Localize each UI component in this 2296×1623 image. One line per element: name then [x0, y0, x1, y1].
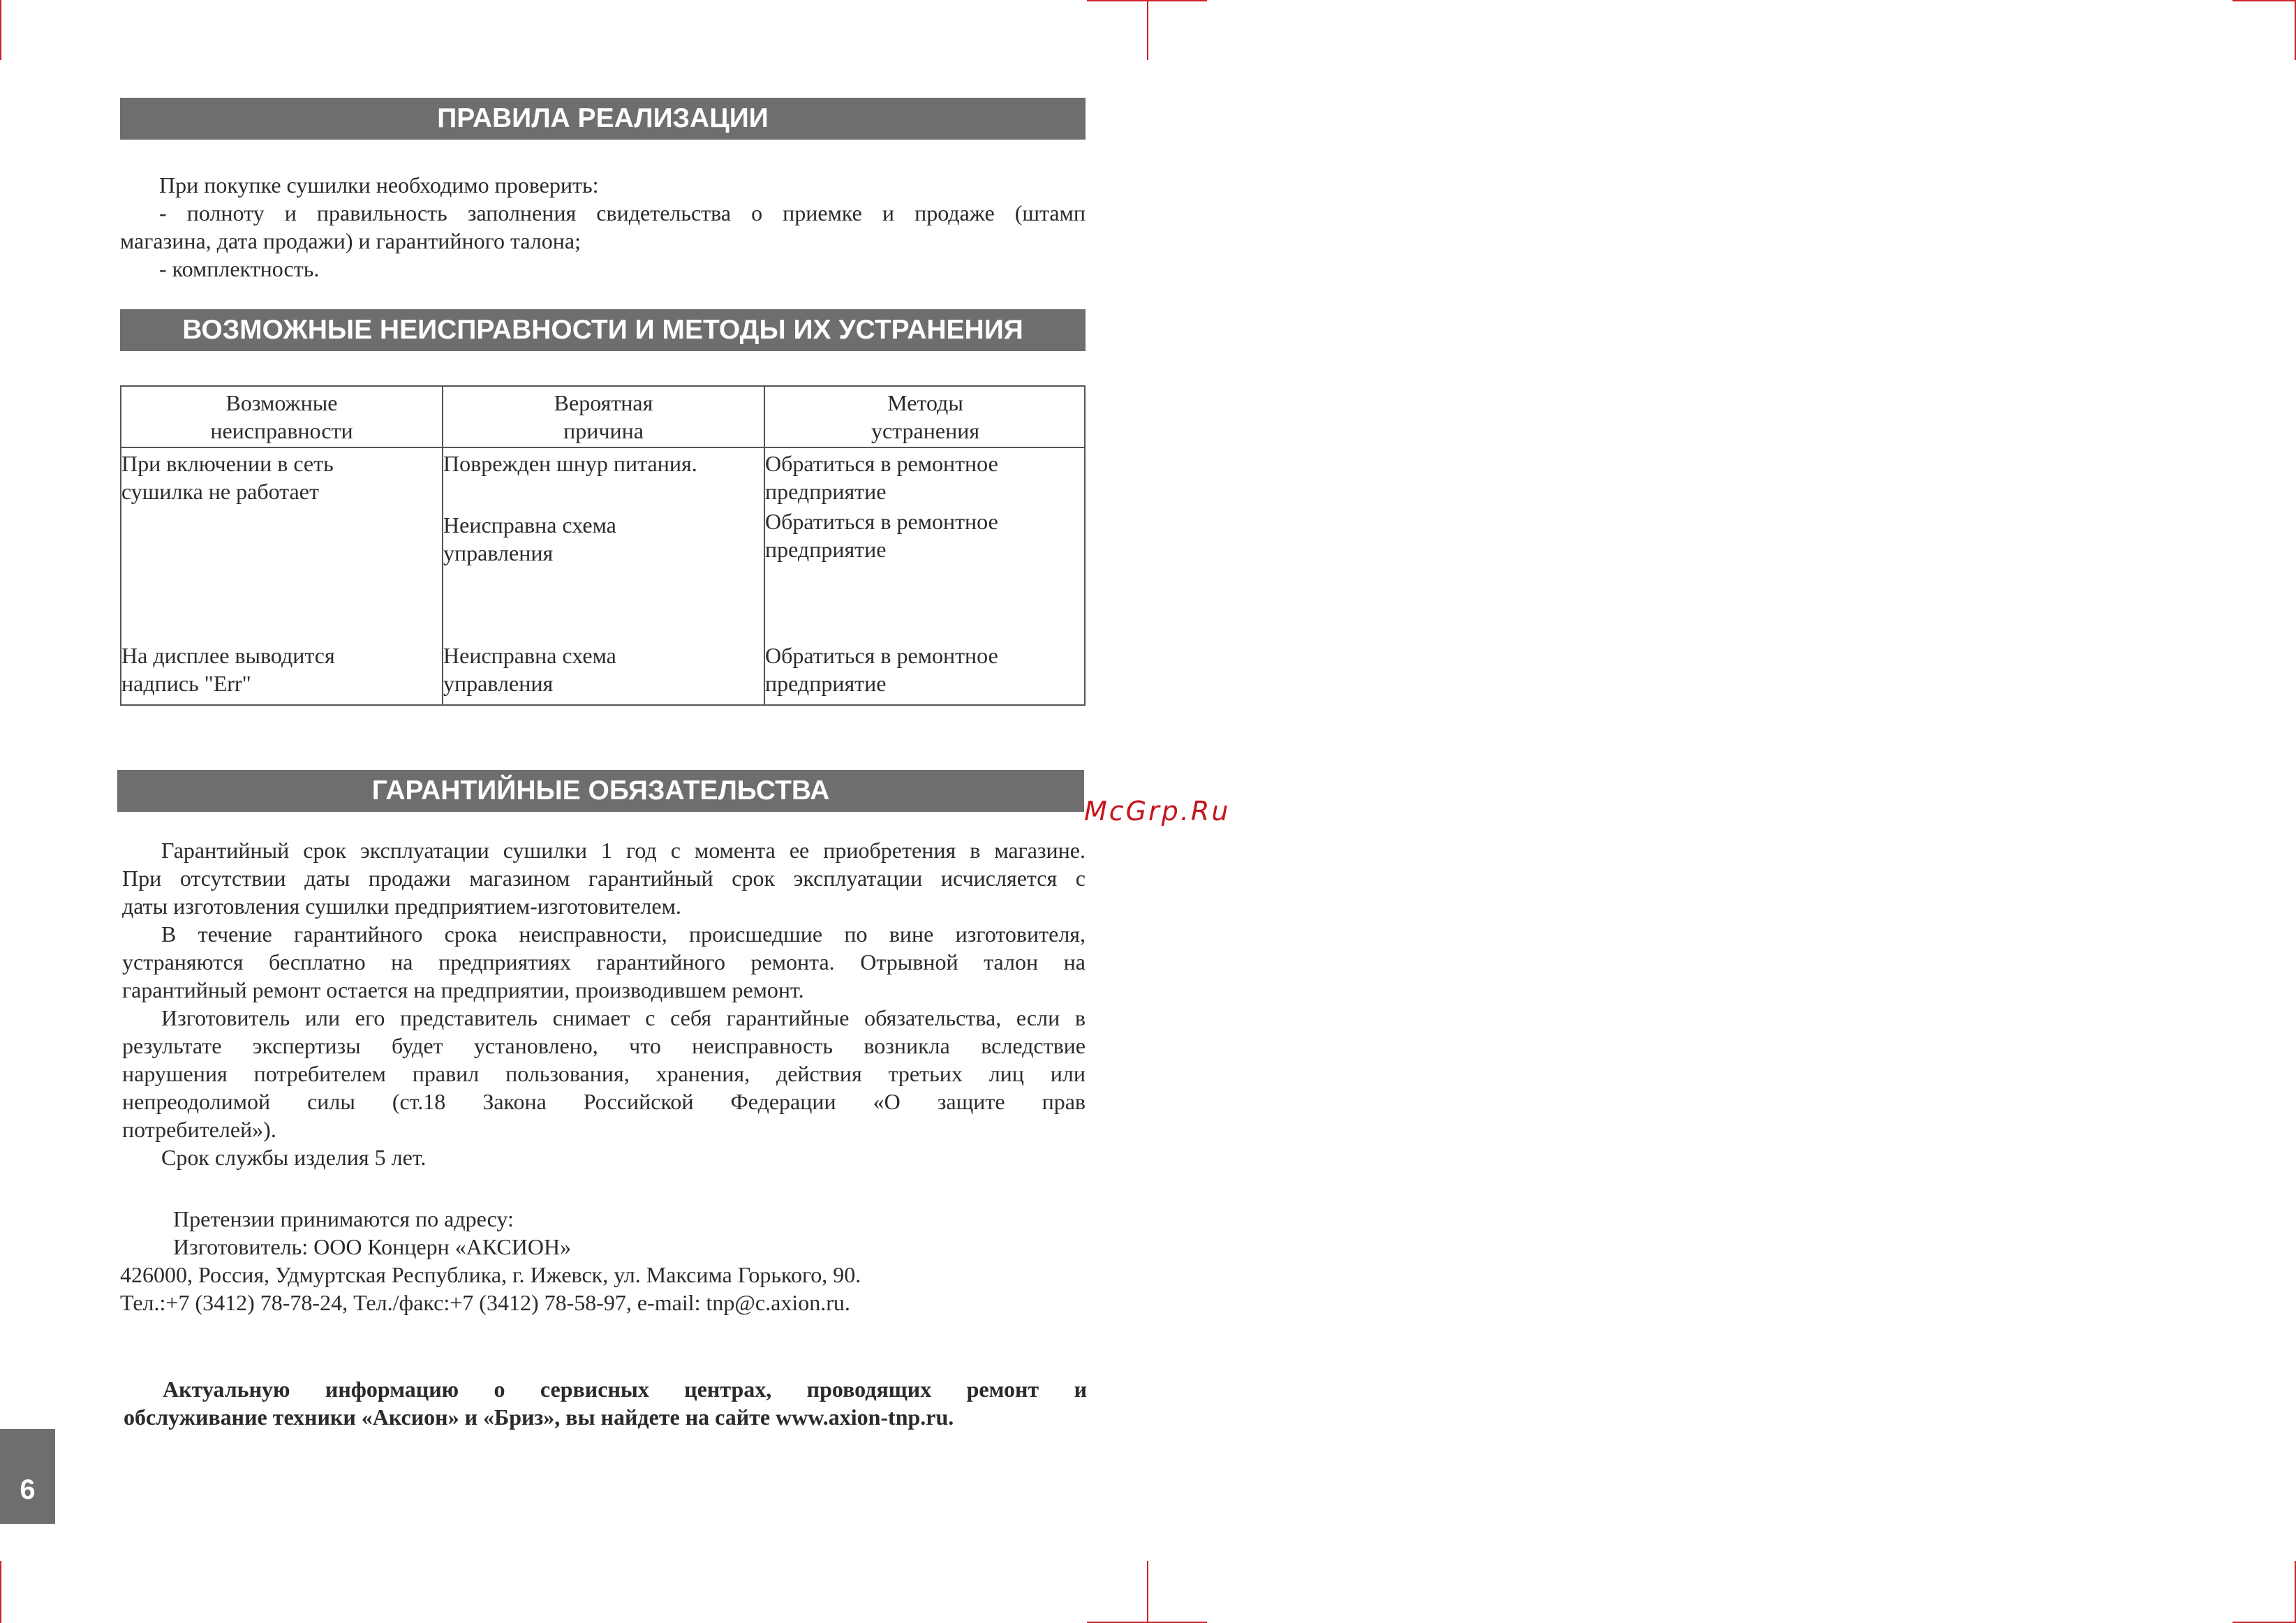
section-title-faults: ВОЗМОЖНЫЕ НЕИСПРАВНОСТИ И МЕТОДЫ ИХ УСТРАНЕНИЯ — [120, 309, 1086, 351]
cell-line: управления — [443, 671, 554, 696]
crop-mark-top-horizontal-center — [1087, 0, 1207, 1]
sale-rules-line: - полноту и правильность заполнения свидетельства о приемке и продаже (штамп — [159, 200, 1086, 225]
crop-mark-bottom-left — [0, 1561, 1, 1623]
crop-mark-top-left — [0, 0, 1, 60]
warranty-line: потребителей»). — [122, 1117, 276, 1142]
warranty-line: Срок службы изделия 5 лет. — [161, 1145, 427, 1170]
sale-rules-line: магазина, дата продажи) и гарантийного талона; — [120, 228, 581, 253]
crop-mark-top-horizontal-right — [2232, 0, 2296, 1]
crop-mark-top-center — [1147, 0, 1148, 60]
table-cell-method — [765, 450, 1083, 505]
table-cell-fault — [121, 642, 439, 697]
table-header-methods — [765, 389, 1086, 445]
header-line: Вероятная — [554, 390, 653, 415]
service-info — [124, 1375, 1087, 1431]
claims-address — [120, 1205, 1090, 1317]
header-line: устранения — [871, 418, 980, 443]
header-line: причина — [563, 418, 644, 443]
claims-line: Претензии принимаются по адресу: — [173, 1206, 514, 1231]
cell-line: Обратиться в ремонтное — [765, 451, 998, 476]
cell-line: Неисправна схема — [443, 643, 616, 668]
cell-line: На дисплее выводится — [121, 643, 335, 668]
table-cell-method — [765, 507, 1083, 563]
cell-line: сушилка не работает — [121, 479, 319, 504]
cell-line: При включении в сеть — [121, 451, 334, 476]
cell-line: предприятие — [765, 479, 887, 504]
warranty-line: устраняются бесплатно на предприятиях гарантийного ремонта. Отрывной талон на — [122, 949, 1086, 974]
cell-line: Обратиться в ремонтное — [765, 643, 998, 668]
cell-line: предприятие — [765, 537, 887, 562]
page-number: 6 — [20, 1474, 36, 1505]
table-header-divider — [121, 447, 1084, 448]
claims-line: 426000, Россия, Удмуртская Республика, г. Ижевск, ул. Максима Горького, 90. — [120, 1262, 861, 1287]
sale-rules-line: При покупке сушилки необходимо проверить: — [159, 172, 599, 198]
table-cell-cause — [443, 642, 761, 697]
warranty-line: Гарантийный срок эксплуатации сушилки 1 год с момента ее приобретения в магазине. — [161, 838, 1086, 863]
claims-line: Тел.:+7 (3412) 78-78-24, Тел./факс:+7 (3412) 78-58-97, e-mail: tnp@c.axion.ru. — [120, 1290, 850, 1315]
service-info-line: обслуживание техники «Аксион» и «Бриз», вы найдете на сайте www.axion-tnp.ru. — [124, 1405, 954, 1430]
table-header-cause — [443, 389, 764, 445]
cell-line: Обратиться в ремонтное — [765, 509, 998, 534]
cell-line: предприятие — [765, 671, 887, 696]
section-title-warranty: ГАРАНТИЙНЫЕ ОБЯЗАТЕЛЬСТВА — [117, 770, 1084, 812]
cell-line: управления — [443, 540, 554, 565]
sale-rules-text — [120, 171, 1086, 283]
section-title-sale-rules: ПРАВИЛА РЕАЛИЗАЦИИ — [120, 98, 1086, 140]
watermark-logo: McGrp.Ru — [1084, 796, 1231, 827]
header-line: неисправности — [210, 418, 353, 443]
table-cell-cause: Поврежден шнур питания. — [443, 451, 697, 476]
warranty-line: даты изготовления сушилки предприятием-изготовителем. — [122, 894, 681, 919]
warranty-line: результате экспертизы будет установлено, что неисправность возникла вследствие — [122, 1033, 1086, 1058]
cell-line: Неисправна схема — [443, 512, 616, 538]
header-line: Возможные — [225, 390, 338, 415]
warranty-line: гарантийный ремонт остается на предприятии, производившем ремонт. — [122, 977, 804, 1002]
warranty-text — [122, 836, 1086, 1171]
table-cell-fault — [121, 450, 439, 505]
service-info-line: Актуальную информацию о сервисных центрах, проводящих ремонт и — [163, 1377, 1087, 1402]
faults-table — [120, 385, 1086, 706]
warranty-line: нарушения потребителем правил пользования, хранения, действия третьих лиц или — [122, 1061, 1086, 1086]
table-cell-method — [765, 642, 1083, 697]
warranty-line: Изготовитель или его представитель снимает с себя гарантийные обязательства, если в — [161, 1005, 1086, 1030]
warranty-line: При отсутствии даты продажи магазином гарантийный срок эксплуатации исчисляется с — [122, 866, 1086, 891]
cell-line: надпись "Err" — [121, 671, 251, 696]
claims-line: Изготовитель: ООО Концерн «АКСИОН» — [173, 1234, 572, 1259]
warranty-line: В течение гарантийного срока неисправности, происшедшие по вине изготовителя, — [161, 921, 1086, 947]
crop-mark-bottom-center — [1147, 1561, 1148, 1623]
header-line: Методы — [887, 390, 963, 415]
warranty-line: непреодолимой силы (ст.18 Закона Российской Федерации «О защите прав — [122, 1089, 1086, 1114]
page-number-tab — [0, 1429, 55, 1524]
sale-rules-line: - комплектность. — [159, 256, 320, 281]
table-cell-cause — [443, 511, 761, 567]
table-header-faults — [121, 389, 442, 445]
